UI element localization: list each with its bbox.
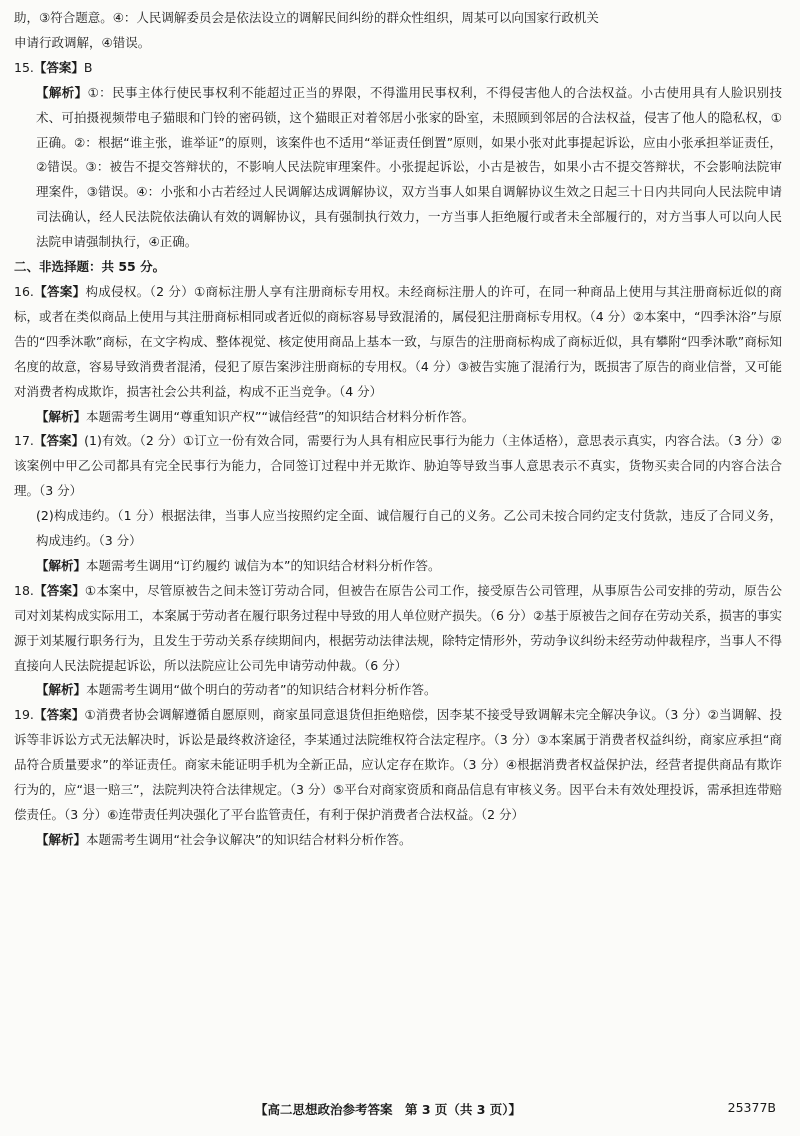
analysis-text: 本题需考生调用“尊重知识产权”“诚信经营”的知识结合材料分析作答。: [86, 408, 475, 424]
analysis-line: [14, 405, 782, 430]
answer-text: ①本案中，尽管原被告之间未签订劳动合同，但被告在原告公司工作，接受原告公司管理，从事原告公司安排的劳动，原告公司对刘某构成实际用工，本案属于劳动者在履行职务过程中导致的用人单位财产损失。（6 分）②基于原被告之间存在劳动关系，损害的事实源于刘某履行职务行为，且发生于劳动关系存续期间内，根据劳动法律法规，除特定情形外，劳动争议纠纷未经劳动仲裁程序，当事人不得直接向人民法院提起诉讼，所以法院应让公司先申请劳动仲裁。（6 分）: [14, 582, 782, 673]
question-15: [14, 56, 782, 255]
question-number: 16.: [14, 283, 34, 299]
analysis-tag: 【解析】: [36, 682, 87, 698]
answer-text: (1)有效。（2 分）①订立一份有效合同，需要行为人具有相应民事行为能力（主体适格），意思表示真实，内容合法。（3 分）②该案例中甲乙公司都具有完全民事行为能力，合同签订过程中并无欺诈、胁迫等导致当事人意思表示不真实，货物买卖合同的内容合法合理。（3 分）: [14, 433, 782, 499]
question-18: [14, 579, 782, 704]
question-number: 19.: [14, 707, 34, 723]
analysis-tag: 【解析】: [36, 831, 87, 847]
answer-page: [14, 6, 782, 853]
analysis-tag: 【解析】: [36, 408, 87, 424]
analysis-text: 本题需考生调用“做个明白的劳动者”的知识结合材料分析作答。: [86, 682, 437, 698]
answer-tag: 【答案】: [33, 582, 85, 598]
answer-line: (2)构成违约。（1 分）根据法律，当事人应当按照约定全面、诚信履行自己的义务。乙公司未按合同约定支付货款，违反了合同义务，构成违约。（3 分）: [36, 508, 782, 549]
analysis-text: 本题需考生调用“社会争议解决”的知识结合材料分析作答。: [86, 831, 412, 847]
answer-line: [14, 703, 782, 828]
question-number: 15.: [14, 59, 34, 75]
analysis-line: [14, 554, 782, 579]
question-17: [14, 429, 782, 578]
footer-title: 【高二思想政治参考答案 第 3 页（共 3 页）】: [255, 1102, 522, 1117]
analysis-text: 本题需考生调用“订约履约 诚信为本”的知识结合材料分析作答。: [86, 557, 441, 573]
analysis-line: [14, 678, 782, 703]
question-number: 18.: [14, 582, 34, 598]
analysis-tag: 【解析】: [36, 557, 87, 573]
answer-line: [14, 429, 782, 504]
question-16: [14, 280, 782, 429]
question-number: 17.: [14, 433, 34, 449]
section-heading: 二、非选择题：共 55 分。: [14, 259, 166, 275]
answer-tag: 【答案】: [33, 433, 85, 449]
answer-tag: 【答案】: [33, 59, 84, 75]
footer-code: 25377B: [727, 1100, 776, 1115]
analysis-tag: 【解析】: [36, 84, 88, 100]
intro-block: [14, 6, 782, 56]
intro-line: 申请行政调解，④错误。: [14, 34, 151, 50]
answer-line: [14, 56, 782, 81]
answer-line: [14, 280, 782, 405]
answer-text: 构成侵权。（2 分）①商标注册人享有注册商标专用权。未经商标注册人的许可，在同一种商品上使用与其注册商标近似的商标，或者在类似商品上使用与其注册商标相同或者近似的商标容易导致混淆的，属侵犯注册商标专用权。（4 分）②本案中，“四季沐浴”与原告的“四季沐歌”商标，在文字构成、整体视觉、核定使用商品上基本一致，与原告的注册商标构成了商标近似，具有攀附“四季沐歌”商标知名度的故意，容易导致消费者混淆，侵犯了原告案涉注册商标的专用权。（4 分）③被告实施了混淆行为，既损害了原告的商业信誉，又可能对消费者构成欺诈，损害社会公共利益，构成不正当竞争。（4 分）: [14, 283, 782, 399]
analysis-text: ①：民事主体行使民事权利不能超过正当的界限，不得滥用民事权利，不得侵害他人的合法权益。小古使用具有人脸识别技术、可拍摄视频带电子猫眼和门铃的密码锁，这个猫眼正对着邻居小张家的卧室，未照顾到邻居的合法权益，侵害了他人的隐私权，①正确。②：根据“谁主张，谁举证”的原则，该案件也不适用“举证责任倒置”原则，如果小张对此事提起诉讼，应由小张承担举证责任，②错误。③：被告不提交答辩状的，不影响人民法院审理案件。小张提起诉讼，小古是被告，如果小古不提交答辩状，不会影响法院审理案件，③错误。④：小张和小古若经过人民调解达成调解协议，双方当事人如果自调解协议生效之日起三十日内共同向人民法院申请司法确认，经人民法院依法确认有效的调解协议，具有强制执行效力，一方当事人拒绝履行或者未全部履行的，对方当事人可以向人民法院申请强制执行，④正确。: [36, 84, 782, 250]
answer-text: B: [83, 59, 93, 75]
answer-text: ①消费者协会调解遵循自愿原则，商家虽同意退货但拒绝赔偿，因李某不接受导致调解未完全解决争议。（3 分）②当调解、投诉等非诉讼方式无法解决时，诉讼是最终救济途径，李某通过法院维权符合法定程序。（3 分）③本案属于消费者权益纠纷，商家应承担“商品符合质量要求”的举证责任。商家未能证明手机为全新正品，应认定存在欺诈。（3 分）④根据消费者权益保护法，经营者提供商品有欺诈行为的，应“退一赔三”，法院判决符合法律规定。（3 分）⑤平台对商家资质和商品信息有审核义务。因平台未有效处理投诉，需承担连带赔偿责任。（3 分）⑥连带责任判决强化了平台监管责任，有利于保护消费者合法权益。（2 分）: [14, 707, 782, 822]
intro-line: 助，③符合题意。④：人民调解委员会是依法设立的调解民间纠纷的群众性组织，周某可以向国家行政机关: [14, 10, 599, 25]
question-19: [14, 703, 782, 852]
answer-line: [14, 579, 782, 679]
answer-tag: 【答案】: [33, 707, 85, 723]
analysis-line: [14, 828, 782, 853]
analysis-line: [14, 81, 782, 255]
answer-tag: 【答案】: [33, 283, 86, 299]
